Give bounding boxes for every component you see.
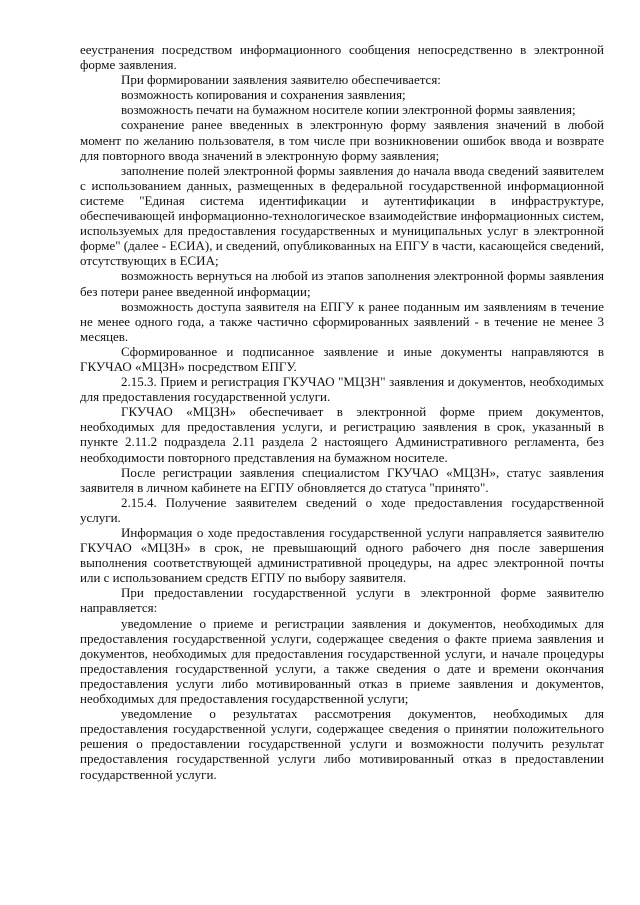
paragraph-continuation: ееустранения посредством информационного сообщения непосредственно в электронной форме заявления. xyxy=(80,42,604,73)
section-2-15-3-heading: 2.15.3. Прием и регистрация ГКУЧАО "МЦЗН" заявления и документов, необходимых для предоставления государственной услуги. xyxy=(80,374,604,405)
paragraph-access-history: возможность доступа заявителя на ЕПГУ к ранее поданным им заявлениям в течение не менее одного года, а также частично сформированных заявлений - в течение не менее 3 месяцев. xyxy=(80,298,604,344)
paragraph-status-update: После регистрации заявления специалистом ГКУЧАО «МЦЗН», статус заявления заявителя в личном кабинете на ЕГПУ обновляется до статуса "принято". xyxy=(80,464,604,495)
section-2-15-4-heading: 2.15.4. Получение заявителем сведений о ходе предоставления государственной услуги. xyxy=(80,494,604,525)
paragraph-form-provisions-intro: При формировании заявления заявителю обеспечивается: xyxy=(121,72,441,88)
paragraph-submission: Сформированное и подписанное заявление и иные документы направляются в ГКУЧАО «МЦЗН» посредством ЕПГУ. xyxy=(80,343,604,374)
paragraph-notification-result: уведомление о результатах рассмотрения документов, необходимых для предоставления государственной услуги, содержащее сведения о принятии положительного решения о предоставлении государственной услуги и возможности получить результат предоставления государственной услуги либо мотивированный отказ в предоставлении государственной услуги. xyxy=(80,706,604,782)
paragraph-notifications-intro: При предоставлении государственной услуги в электронной форме заявителю направляется: xyxy=(80,585,604,616)
document-page xyxy=(80,42,604,782)
paragraph-progress-info: Информация о ходе предоставления государственной услуги направляется заявителю ГКУЧАО «МЦЗН» в срок, не превышающий одного рабочего дня после завершения выполнения соответствующей административной процедуры, на адрес электронной почты или с использованием средств ЕГПУ по выбору заявителя. xyxy=(80,525,604,586)
paragraph-autofill-esia: заполнение полей электронной формы заявления до начала ввода сведений заявителем с использованием данных, размещенных в федеральной государственной информационной системе "Единая система идентификации и аутентификации в инфраструктуре, обеспечивающей информационно-технологическое взаимодействие информационных систем, используемых для предоставления государственных и муниципальных услуг в электронной форме" (далее - ЕСИА), и сведений, опубликованных на ЕПГУ в части, касающейся сведений, отсутствующих в ЕСИА; xyxy=(80,162,604,269)
paragraph-return-to-step: возможность вернуться на любой из этапов заполнения электронной формы заявления без потери ранее введенной информации; xyxy=(80,268,604,299)
paragraph-print: возможность печати на бумажном носителе копии электронной формы заявления; xyxy=(121,102,576,118)
paragraph-registration: ГКУЧАО «МЦЗН» обеспечивает в электронной форме прием документов, необходимых для предоставления услуги, и регистрацию заявления в срок, указанный в пункте 2.11.2 подраздела 2.11 раздела 2 настоящего Административного регламента, без необходимости повторного представления на бумажном носителе. xyxy=(80,404,604,465)
paragraph-copy-save: возможность копирования и сохранения заявления; xyxy=(121,87,406,103)
paragraph-notification-receipt: уведомление о приеме и регистрации заявления и документов, необходимых для предоставления государственной услуги, содержащее сведения о факте приема заявления и документов, необходимых для предоставления государственной услуги, и начале процедуры предоставления государственной услуги, а также сведения о дате и времени окончания предоставления услуги либо мотивированный отказ в приеме заявления и документов, необходимых для предоставления государственной услуги; xyxy=(80,615,604,707)
paragraph-save-values: сохранение ранее введенных в электронную форму заявления значений в любой момент по желанию пользователя, в том числе при возникновении ошибок ввода и возврате для повторного ввода значений в электронную форму заявления; xyxy=(80,117,604,163)
